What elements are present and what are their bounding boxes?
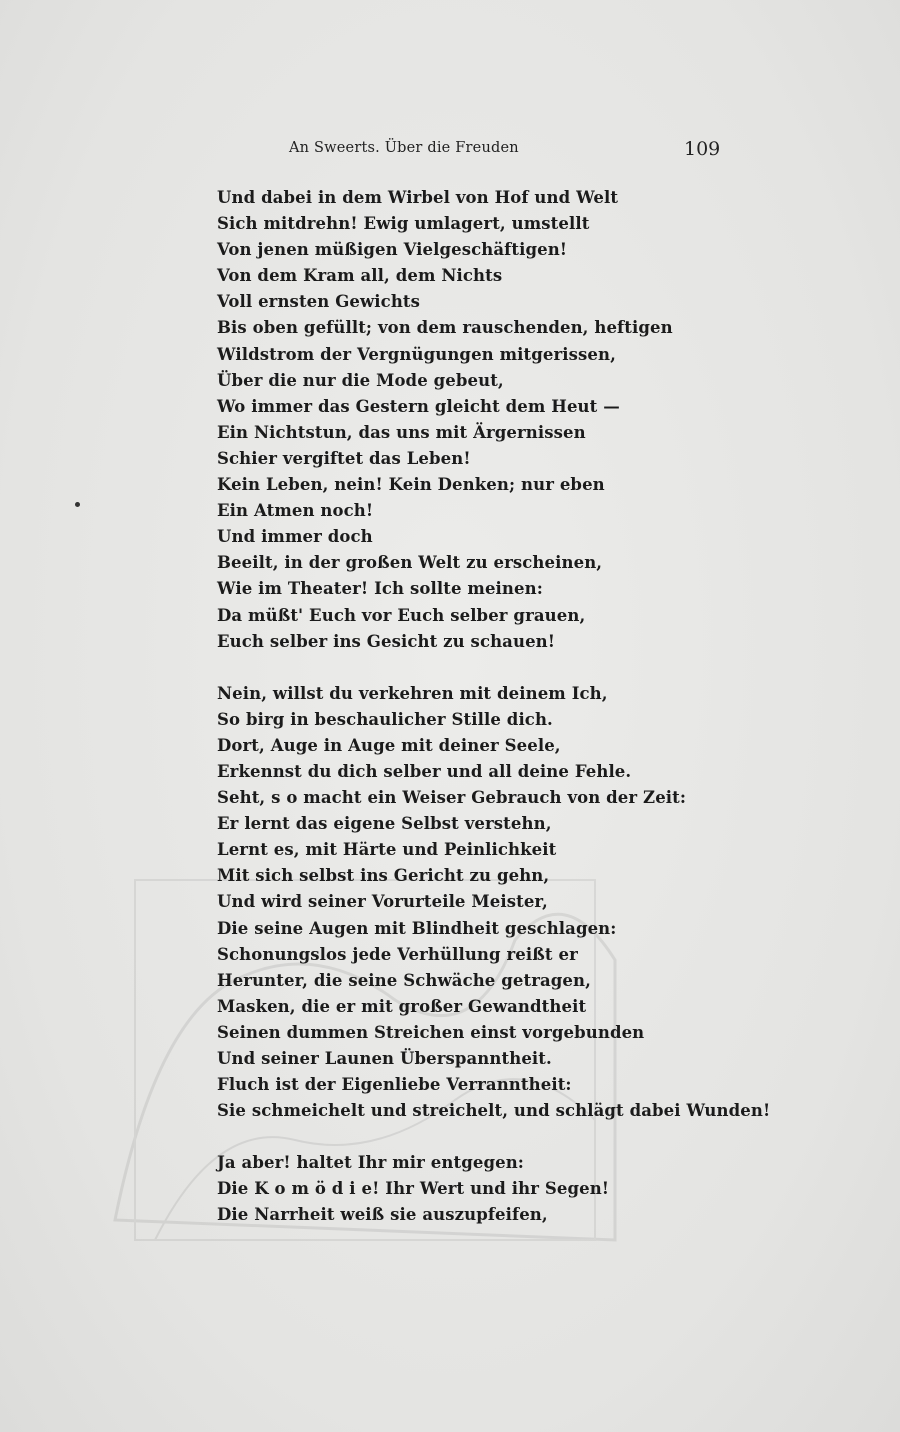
page-number: 109 — [684, 138, 721, 160]
verse-line: Euch selber ins Gesicht zu schauen! — [217, 631, 556, 651]
verse-line: Wie im Theater! Ich sollte meinen: — [217, 579, 543, 599]
verse-line: Und wird seiner Vorurteile Meister, — [217, 892, 548, 912]
margin-dot — [75, 502, 80, 507]
verse-line: Und seiner Launen Überspanntheit. — [217, 1049, 552, 1068]
verse-line: Und dabei in dem Wirbel von Hof und Welt — [217, 188, 619, 207]
verse-line: Masken, die er mit großer Gewandtheit — [217, 996, 587, 1016]
verse-line: Seinen dummen Streichen einst vorgebunden — [217, 1022, 645, 1042]
verse-line: Von jenen müßigen Vielgeschäftigen! — [217, 240, 568, 260]
verse-line: Ein Atmen noch! — [217, 501, 374, 521]
verse-line: Nein, willst du verkehren mit deinem Ich, — [217, 683, 608, 703]
verse-line: Mit sich selbst ins Gericht zu gehn, — [217, 866, 550, 886]
verse-line: Beeilt, in der großen Welt zu erscheinen, — [217, 553, 603, 573]
stanza-3 — [217, 1150, 857, 1228]
verse-line: Bis oben gefüllt; von dem rauschenden, heftigen — [217, 318, 673, 338]
verse-line: Voll ernsten Gewichts — [217, 292, 421, 312]
verse-line: Schier vergiftet das Leben! — [217, 448, 471, 468]
verse-line: So birg in beschaulicher Stille dich. — [217, 709, 553, 729]
verse-line: Die Narrheit weiß sie auszupfeifen, — [217, 1205, 548, 1225]
verse-line: Die seine Augen mit Blindheit geschlagen: — [217, 918, 617, 938]
verse-line: Seht, s o macht ein Weiser Gebrauch von der Zeit: — [217, 788, 687, 808]
poem-text — [217, 185, 857, 1229]
verse-line: Da müßt' Euch vor Euch selber grauen, — [217, 605, 586, 625]
verse-line: Wildstrom der Vergnügungen mitgerissen, — [217, 344, 616, 364]
verse-line: Schonungslos jede Verhüllung reißt er — [217, 944, 578, 964]
verse-line: Herunter, die seine Schwäche getragen, — [217, 970, 591, 990]
verse-line: Kein Leben, nein! Kein Denken; nur eben — [217, 475, 605, 495]
verse-line: Wo immer das Gestern gleicht dem Heut — — [217, 396, 620, 416]
verse-line: Erkennst du dich selber und all deine Fehle. — [217, 761, 632, 781]
verse-line: Lernt es, mit Härte und Peinlichkeit — [217, 840, 557, 860]
running-title: An Sweerts. Über die Freuden — [289, 140, 519, 156]
verse-line: Dort, Auge in Auge mit deiner Seele, — [217, 735, 561, 755]
verse-line: Ein Nichtstun, das uns mit Ärgernissen — [217, 422, 586, 442]
verse-line: Er lernt das eigene Selbst verstehn, — [217, 814, 552, 834]
verse-line: Von dem Kram all, dem Nichts — [217, 266, 503, 286]
verse-line: Fluch ist der Eigenliebe Verranntheit: — [217, 1075, 572, 1095]
stanza-1 — [217, 185, 857, 655]
verse-line: Die K o m ö d i e! Ihr Wert und ihr Segen! — [217, 1179, 610, 1199]
verse-line: Und immer doch — [217, 527, 373, 547]
stanza-2 — [217, 681, 857, 1125]
verse-line: Sie schmeichelt und streichelt, und schlägt dabei Wunden! — [217, 1101, 771, 1121]
verse-line: Sich mitdrehn! Ewig umlagert, umstellt — [217, 214, 590, 234]
verse-line: Über die nur die Mode gebeut, — [217, 370, 504, 390]
verse-line: Ja aber! haltet Ihr mir entgegen: — [217, 1153, 524, 1173]
